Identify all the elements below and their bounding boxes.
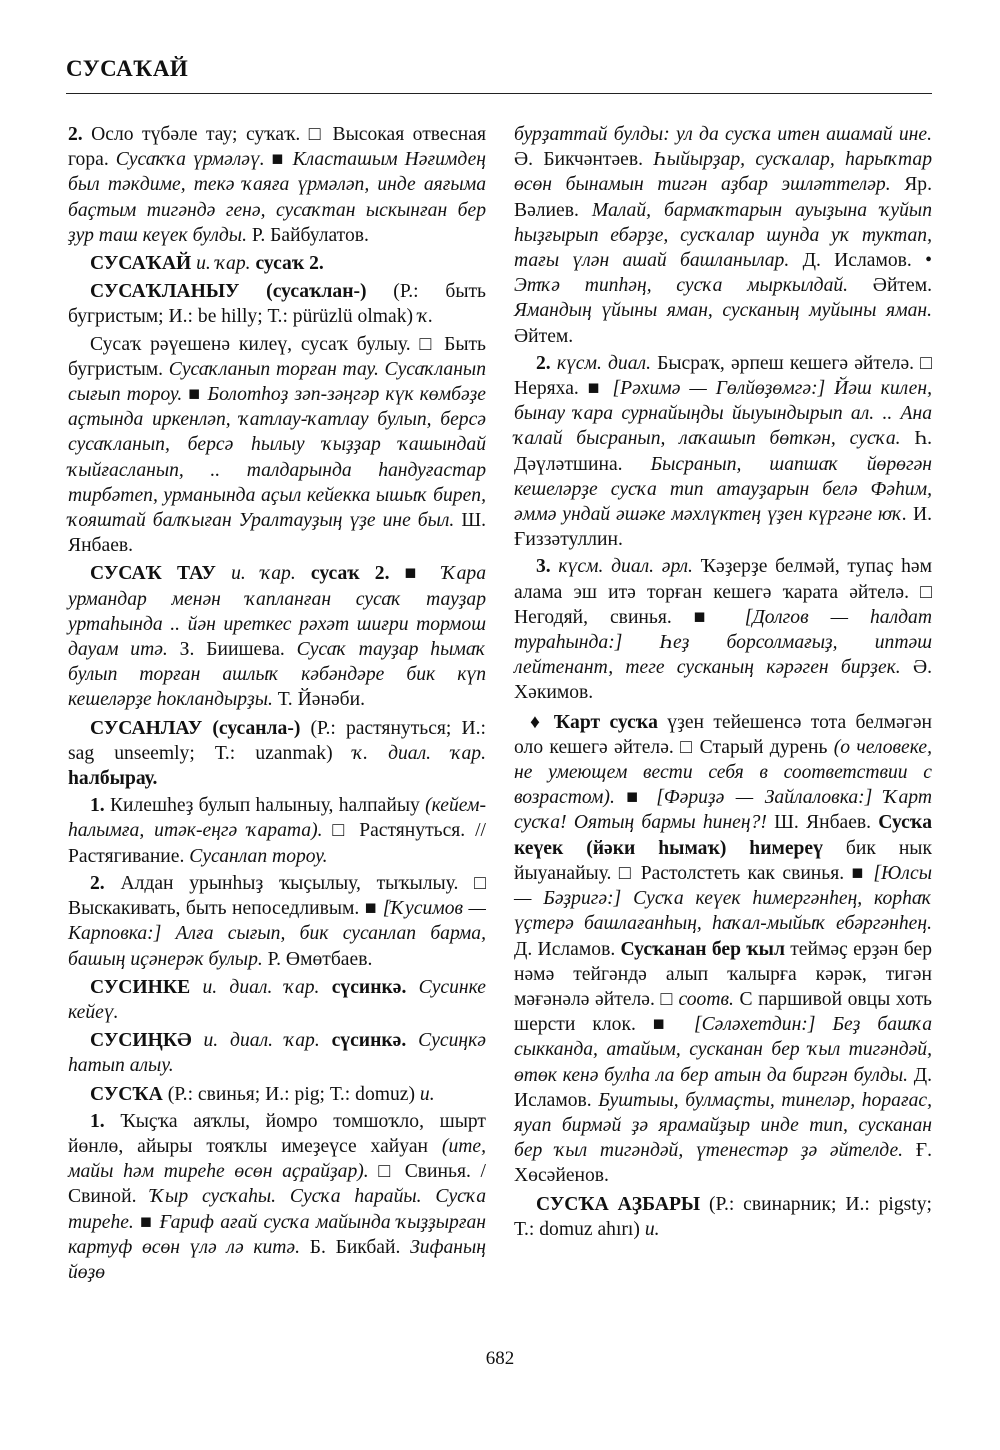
sense	[68, 871, 486, 972]
equivalents: (Р.: свинарник; И.: pigsty; Т.: domuz ahırı)	[514, 1193, 932, 1240]
author: Т. Йәнәби.	[272, 689, 365, 711]
example: [Долгов — һалдат тураһында:] Һеҙ борсолмағыҙ, иптәш лейтенант, теге сусканың кәрәген бирҙек.	[514, 606, 932, 679]
dictionary-entry	[68, 1028, 486, 1078]
headword: СУСИНКЕ	[90, 976, 191, 998]
definition	[68, 332, 486, 559]
example: [Фәриҙә — Зайлаловка:] Ҡарт сусҡа! Оятың бармы һинең?!	[514, 787, 932, 834]
example: Сусанлап тороу.	[189, 845, 328, 867]
dictionary-entry	[68, 561, 486, 712]
example: Бысранып, шапшаҡ йөрөгән кешеләрҙе сусҡа тип атауҙарын белә Фәһим, әммә ундай әшәке мәхлүктең үҙен күргәне юҡ.	[514, 453, 933, 526]
dictionary-entry	[68, 975, 486, 1025]
dictionary-entry	[68, 251, 486, 276]
page-number: 682	[485, 1348, 515, 1369]
grammar-note: соотв.	[678, 988, 734, 1010]
running-head-word: СУСАҠАЙ	[66, 56, 189, 81]
example: [Рәхимә — Гөлйөҙөмгә:] Йәш килен, бынау ҡара сурнайыңды йыуындырып ал. .. Ана ҡалай бысранып, лаҡашып бөткән, сусҡа.	[514, 378, 932, 450]
author: Ш. Янбаев.	[766, 812, 879, 834]
headword: СУСАНЛАУ (сусанла-)	[90, 717, 301, 739]
headword: СУСҠА АҘБАРЫ	[536, 1193, 701, 1215]
usage-note: (о человеке, не умеющем вести себя в соответствии с возрастом).	[514, 736, 932, 809]
text: Ҡәҙерҙе белмәй, тупаҫ һәм алама эш итә торған кешегә ҡарата әйтелә. □ Негодяй, свинья. ■	[514, 556, 932, 628]
sense	[68, 793, 486, 869]
author: Ш. Янбаев.	[68, 510, 486, 557]
author: Б. Бикбай.	[300, 1236, 411, 1258]
author: Д. Исламов. •	[789, 250, 932, 272]
headword: СУСАҠАЙ	[90, 253, 192, 275]
dictionary-entry	[68, 716, 486, 792]
entry-paragraph	[514, 122, 932, 349]
equivalents: (Р.: быть бугристым; И.: be hilly; Т.: pürüzlü olmak)	[68, 281, 486, 328]
dictionary-entry	[68, 279, 486, 329]
right-column	[514, 122, 932, 1244]
sense-number: 1.	[90, 795, 105, 817]
source: Әйтем.	[848, 275, 932, 297]
text: Осло түбәле тау; суҡаҡ. □ Высокая отвесная гора.	[68, 124, 486, 171]
example: ■ Ҡара урмандар менән ҡапланған сусаҡ тауҙар уртаһында .. йән иреткес рәхәт шиғри тормош дауам итә.	[68, 563, 486, 661]
headword: СУСАҠ ТАУ	[90, 563, 216, 585]
equivalents: (Р.: растянуться; И.: sag unseemly; Т.: uzanmak)	[68, 717, 486, 764]
entry-paragraph	[68, 122, 486, 248]
left-column	[68, 122, 486, 1287]
part-of-speech: ҡ.	[417, 306, 434, 328]
author: Һ. Дәүләтшина.	[514, 428, 932, 475]
sense-number: 3.	[536, 556, 551, 578]
example: Малай, бармаҡтарын ауыҙына ҡуйып һыҙғырып ебәрҙе, сусҡалар шунда уҡ туктап, тағы үлән ашай башланылар.	[514, 199, 932, 272]
marker: ■	[614, 787, 657, 809]
author: Яр. Вәлиев.	[514, 174, 932, 221]
grammar-note: и. диал. ҡар.	[190, 976, 332, 998]
example: Сусаҡ тауҙар һымаҡ булып торған ашлыҡ кәбәндәре бик күп кешеләрҙе һокландырҙы.	[68, 639, 486, 711]
sense-number: 2.	[68, 124, 83, 145]
text: Сусаҡ рәүешенә килеү, сусаҡ булыу. □ Быть бугристым.	[68, 333, 486, 380]
text: теймәҫ ерҙән бер нәмә тейгәндә алып ҡалырға кәрәк, тигән мәғәнәлә әйтелә. □	[514, 938, 932, 1010]
author: Р. Байбулатов.	[246, 224, 369, 246]
example: [Ҡусимов — Карповка:] Алға сығып, бик сусанлап барма, башың иҫәнерәк булыр.	[68, 898, 486, 970]
author: Д. Исламов.	[514, 938, 621, 960]
example: Ҡыр сусҡаһы. Сусҡа һарайы. Сусҡа тиреһе. ■ Ғариф ағай сусҡа майында ҡыҙҙырған картуф өсөн үлә лә китә.	[68, 1186, 487, 1258]
idiom-block	[514, 710, 932, 1189]
grammar-note: и. диал. ҡар.	[191, 1030, 332, 1052]
author: Ғ. Хөсәйенов.	[514, 1140, 932, 1187]
cross-reference: сүсинкә.	[331, 1030, 407, 1052]
text: Килешһеҙ булып һалыныу, һалпайыу	[104, 795, 426, 817]
cross-reference: һалбырау.	[68, 768, 158, 790]
grammar-note: ҡ. диал. ҡар.	[352, 742, 486, 764]
cross-reference: сусаҡ 2.	[310, 563, 390, 585]
cross-reference: сүсинкә.	[331, 976, 407, 998]
proverb: Ямандың үйыны яман, сусканың муйыны яман.	[514, 300, 932, 322]
text: үҙен тейешенсә тота белмәгән оло кешегә әйтелә. □ Старый дурень	[514, 711, 933, 758]
sense-number: 1.	[90, 1110, 105, 1132]
source: Әйтем.	[514, 325, 574, 347]
translation: □ Растянуться. // Растягивание.	[68, 820, 486, 867]
example: Сусаҡҡа үрмәләү. ■ Класташым Нәғимдең был тәкдиме, текә ҡаяға үрмәләп, инде аяғыма баҫтым тигәндә генә, сусаҡтан ыскынған бер ҙур таш кеүек булды.	[68, 149, 486, 246]
part-of-speech: и.	[644, 1218, 660, 1240]
headword: СУСҠА	[90, 1083, 163, 1105]
example: бурҙаттай булды: ул да сусҡа итен ашамай ине.	[514, 124, 932, 145]
sense	[68, 1109, 486, 1285]
headword: СУСАҠЛАНЫУ (сусаҡлан-)	[90, 281, 367, 303]
example: Сусаҡланып торған тау. Сусаҡланып сығып тороу. ■ Болотһоҙ зәп-зәңгәр күк көмбәҙе аҫтында иркенләп, ҡатлау-ҡатлау булып, берсә сусаҡланып, берсә һылыу ҡыҙҙар ҡашындай ҡыйғасланып, .. талдарында һандуғастар тирбәтеп, урманында аҫыл кейекка ышыҡ биреп, ҡояштай балҡыған Уралтауҙың үҙе ине был.	[68, 358, 486, 532]
dictionary-entry	[514, 1192, 932, 1242]
grammar-note: и. ҡар.	[215, 563, 311, 585]
author: Ә. Бикчәнтәев.	[514, 149, 654, 171]
idiom-headword: Сусҡанан бер ҡыл	[620, 938, 785, 960]
text: бик нык йыуанайыу. □ Растолстеть как свинья. ■	[514, 837, 932, 884]
header-rule	[66, 93, 932, 94]
example: Һыйырҙар, сусҡалар, һарыҡтар өсөн бынамын тигән аҙбар эшләттеләр.	[514, 149, 933, 196]
example: [Юлсы — Бәҙригә:] Сусҡа кеүек һимергәнһең, корһаҡ үҫтерә башлағанһың, һаҡал-мыйыҡ ебәргәнһең.	[514, 862, 932, 935]
example: Сусиңкә һатып алыу.	[68, 1030, 486, 1077]
example: Буштыы, булмаҫты, тинеләр, һорағас, яуап бирмәй ҙә ярамайҙыр инде тип, сусканан бер ҡыл тигәндәй, үтенестәр ҙә әйтелде.	[514, 1089, 932, 1162]
proverb: Этҡә типһәң, сусҡа мыркылдай.	[514, 275, 849, 297]
author: Р. Өмөтбаев.	[262, 948, 373, 970]
author: Ә. Хәкимов.	[514, 657, 932, 704]
example: Сусинке кейеү.	[68, 976, 486, 1023]
sense-number: 2.	[90, 872, 105, 894]
translation: □ Свинья. / Свиной.	[68, 1161, 486, 1208]
equivalents: (Р.: свинья; И.: pig; Т.: domuz)	[162, 1083, 420, 1105]
idiom-headword: Сусҡа кеүек (йәки һымаҡ) һимереү	[514, 812, 932, 859]
running-header	[66, 56, 932, 82]
usage-note: (ите, майы һәм тиреһе өсөн аҫрайҙар).	[68, 1135, 486, 1183]
diamond-icon: ♦	[530, 711, 554, 733]
grammar-note: күсм. диал.	[550, 352, 651, 374]
translation: С паршивой овцы хоть шерсти клок. ■	[514, 988, 932, 1036]
author: И. Ғиззәтуллин.	[514, 504, 932, 551]
grammar-note: күсм. диал. әрл.	[550, 556, 693, 578]
sense	[514, 554, 932, 705]
author: З. Биишева.	[167, 639, 297, 661]
example: [Сәләхетдин:] Беҙ башҡа сыкканда, атайым, сусканан бер ҡыл тигәндәй, өтөк кенә булһа ла бер атын да биргән булды.	[514, 1014, 933, 1086]
idiom-headword: Ҡарт сусҡа	[553, 711, 658, 733]
text: Ҡыҫҡа аяҡлы, йомро томшоҡло, шырт йөнлө, айыры тояҡлы имеҙеүсе хайуан	[68, 1110, 486, 1157]
example: Зифаның йөҙө	[68, 1236, 487, 1283]
usage-note: (кейем-һалымға, итәк-еңгә ҡарата).	[68, 795, 486, 842]
text: Алдан урынһыҙ ҡыҫылыу, тыҡылыу. □ Выскакивать, быть непоседливым. ■	[68, 872, 486, 920]
author: Д. Исламов.	[514, 1064, 933, 1111]
sense-number: 2.	[536, 352, 551, 374]
sense	[514, 351, 932, 553]
dictionary-entry	[68, 1082, 486, 1107]
grammar-note: и. ҡар.	[191, 253, 256, 275]
text: Бысраҡ, әрпеш кешегә әйтелә. □ Неряха. ■	[514, 352, 932, 400]
headword: СУСИҢКӘ	[90, 1030, 192, 1052]
cross-reference: сусаҡ 2.	[255, 253, 324, 275]
part-of-speech: и.	[419, 1083, 435, 1105]
